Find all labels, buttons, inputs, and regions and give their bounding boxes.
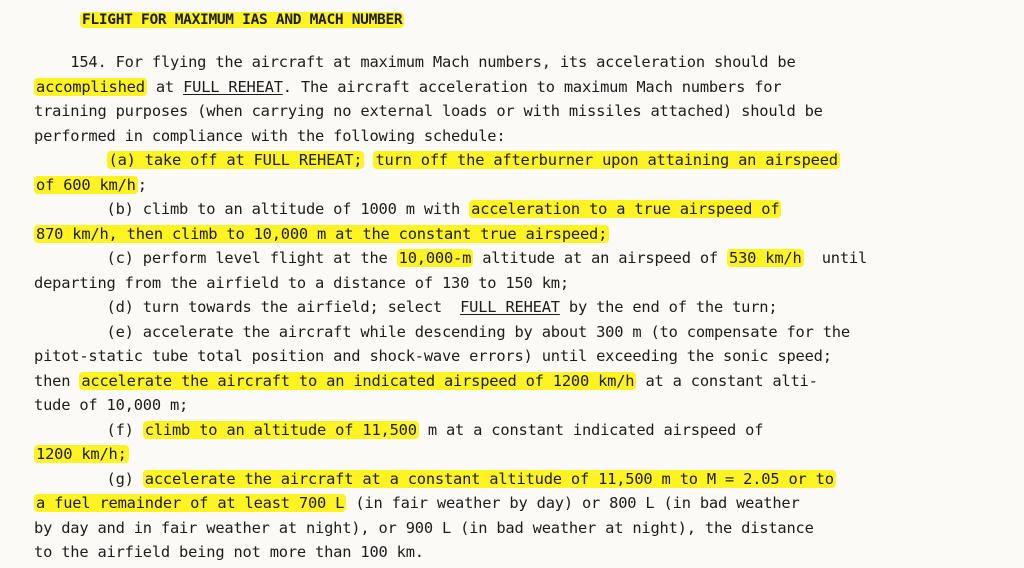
text-line: [34, 75, 1006, 100]
highlighted-text: turn off the afterburner upon attaining an airspeed: [375, 151, 838, 169]
highlighted-text: 530 km/h: [729, 249, 802, 267]
text-line: [34, 246, 1006, 271]
document-body: [34, 50, 1006, 565]
text-line: [34, 148, 1006, 173]
text-line: [34, 50, 1006, 75]
text-run: (e) accelerate the aircraft while descending by about 300 m (to compensate for the: [34, 322, 850, 341]
highlighted-text: (a) take off at FULL REHEAT;: [108, 151, 363, 169]
text-run: at: [146, 77, 184, 96]
highlighted-text: acceleration to a true airspeed of: [471, 200, 780, 218]
text-line: [34, 197, 1006, 222]
text-run: (d) turn towards the airfield; select: [34, 298, 461, 316]
underlined-text: FULL REHEAT: [183, 77, 283, 96]
text-line: [34, 295, 1006, 320]
text-run: (c) perform level flight at the: [34, 249, 397, 267]
text-run: pitot-static tube total position and shock-wave errors) until exceeding the sonic speed;: [34, 347, 832, 365]
text-line: [34, 271, 1006, 296]
text-line: [34, 320, 1006, 345]
text-run: then: [34, 371, 80, 390]
text-line: [34, 222, 1006, 247]
highlighted-text: of 600 km/h: [36, 175, 136, 194]
text-run: . The aircraft acceleration to maximum Mach numbers for: [282, 77, 782, 96]
underlined-text: FULL REHEAT: [460, 298, 560, 316]
highlighted-text: accomplished: [36, 77, 145, 96]
text-run: (g): [34, 469, 143, 488]
text-line: [34, 516, 1006, 541]
text-line: [34, 418, 1006, 443]
text-run: (in fair weather by day) or 800 L (in bad weather: [346, 494, 800, 512]
text-run: by day and in fair weather at night), or 900 L (in bad weather at night), the distance: [34, 518, 814, 537]
text-run: departing from the airfield to a distance of 130 to 150 km;: [34, 273, 569, 292]
highlighted-text: 870 km/h, then climb to 10,000 m at the constant true airspeed;: [36, 224, 608, 243]
highlighted-text: climb to an altitude of 11,500: [144, 420, 417, 439]
text-line: [34, 467, 1006, 492]
text-run: tude of 10,000 m;: [34, 396, 189, 414]
text-run: (f): [34, 420, 143, 439]
text-line: [34, 369, 1006, 394]
text-run: performed in compliance with the following schedule:: [34, 126, 506, 145]
highlighted-text: accelerate the aircraft to an indicated airspeed of 1200 km/h: [81, 371, 635, 390]
text-line: [34, 491, 1006, 516]
text-run: m at a constant indicated airspeed of: [418, 420, 764, 439]
text-run: 154. For flying the aircraft at maximum Mach numbers, its acceleration should be: [34, 53, 796, 71]
highlighted-text: 10,000-m: [398, 249, 472, 267]
text-line: [34, 393, 1006, 418]
text-line: [34, 540, 1006, 565]
text-run: (b) climb to an altitude of 1000 m with: [34, 200, 470, 218]
text-line: [34, 344, 1006, 369]
text-line: [34, 442, 1006, 467]
text-run: training purposes (when carrying no external loads or with missiles attached) should be: [34, 102, 823, 120]
text-line: [34, 99, 1006, 124]
text-run: ;: [137, 175, 147, 194]
highlighted-text: a fuel remainder of at least 700 L: [36, 494, 345, 512]
text-run: [34, 151, 107, 169]
highlighted-text: accelerate the aircraft at a constant altitude of 11,500 m to M = 2.05 or to: [144, 469, 834, 488]
text-run: by the end of the turn;: [559, 298, 778, 316]
section-heading: FLIGHT FOR MAXIMUM IAS AND MACH NUMBER: [82, 12, 403, 28]
text-run: at a constant alti-: [636, 371, 818, 390]
text-run: altitude at an airspeed of: [473, 249, 728, 267]
highlighted-text: 1200 km/h;: [36, 445, 127, 463]
text-run: until: [803, 249, 868, 267]
text-run: to the airfield being not more than 100 km.: [34, 543, 424, 561]
text-line: [34, 124, 1006, 149]
text-line: [34, 173, 1006, 198]
